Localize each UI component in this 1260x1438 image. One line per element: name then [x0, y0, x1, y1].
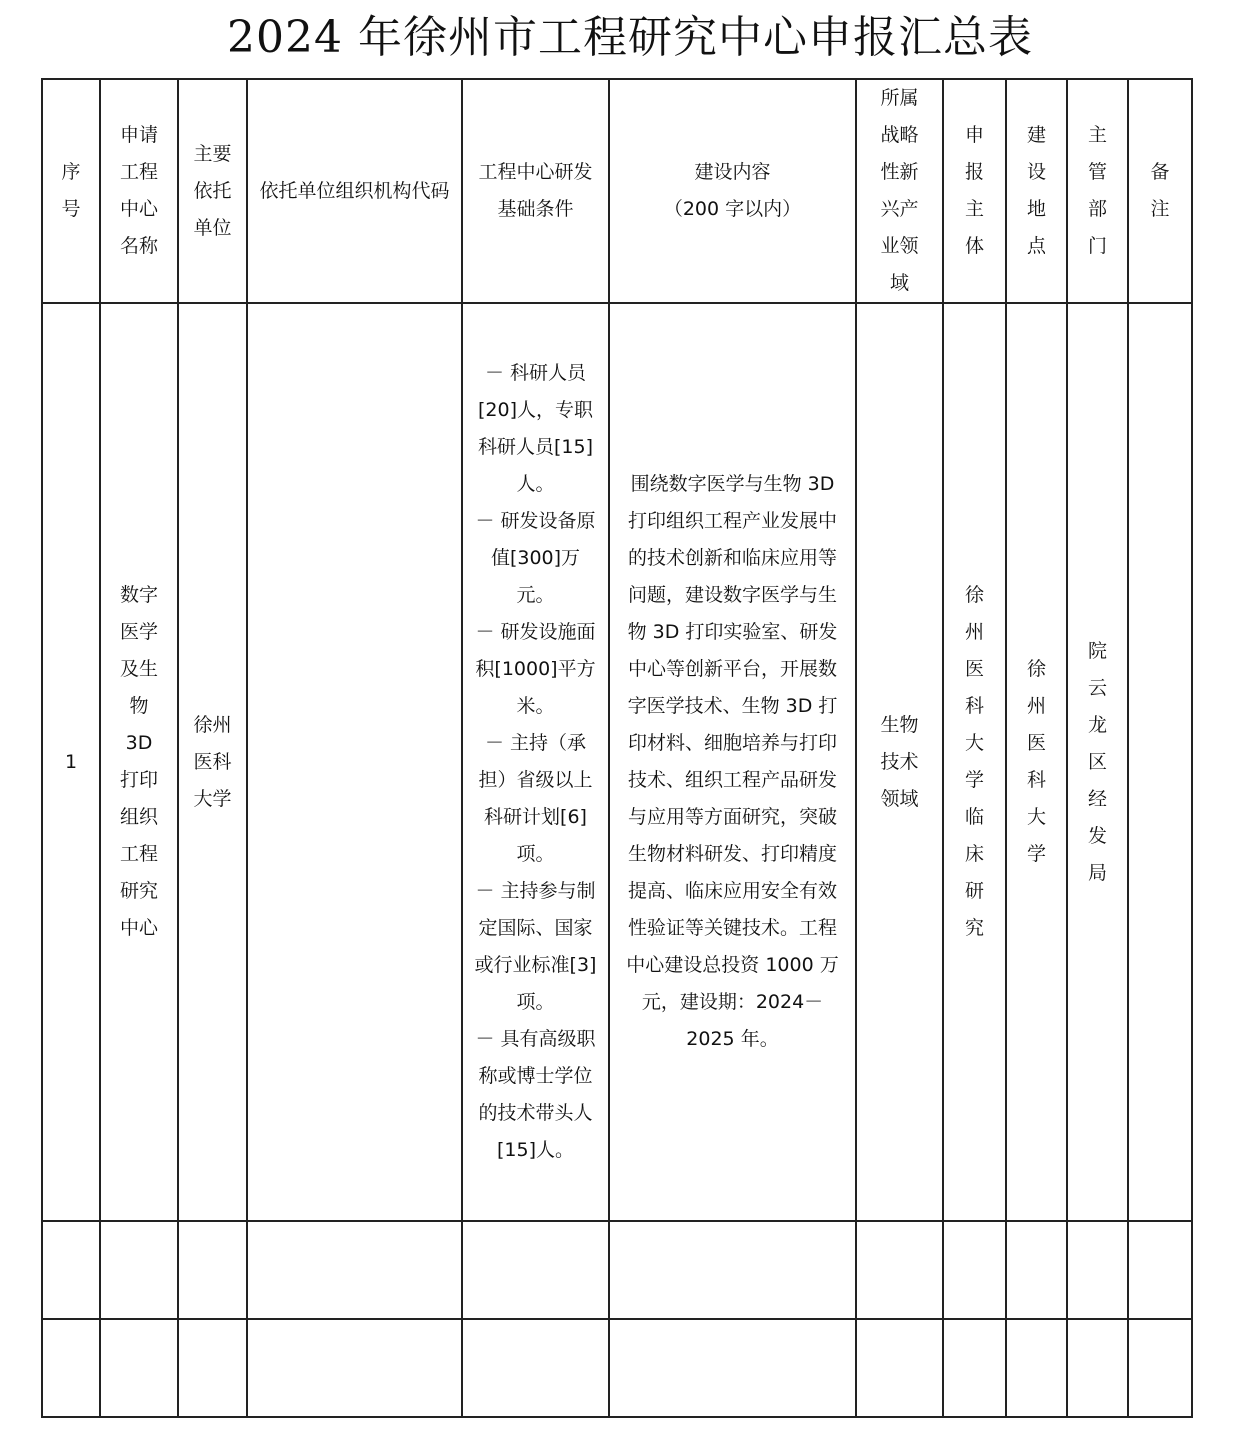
cell-org-code	[247, 303, 462, 1221]
summary-table	[41, 78, 1193, 1418]
header-dept: 主管部门	[1087, 124, 1107, 257]
header-cell-center-name	[100, 79, 178, 303]
list-item: － 主持参与制定国际、国家或行业标准[3]项。	[474, 880, 597, 1013]
cell-subject	[943, 303, 1006, 1221]
cell-seq	[42, 303, 100, 1221]
header-field: 所属战略性新兴产业领域	[880, 87, 919, 294]
header-cell-content	[609, 79, 856, 303]
header-cell-note	[1128, 79, 1192, 303]
page-title: 2024 年徐州市工程研究中心申报汇总表	[227, 12, 1033, 63]
row-subject: 徐州医科大学临床研究	[964, 584, 984, 939]
header-note: 备注	[1150, 161, 1170, 220]
rd-base-list	[474, 355, 598, 1169]
cell-center-name	[100, 303, 178, 1221]
header-seq: 序号	[61, 161, 81, 220]
header-cell-org-code	[247, 79, 462, 303]
cell-content	[609, 303, 856, 1221]
cell-dept	[1067, 303, 1128, 1221]
header-cell-rd-base	[462, 79, 609, 303]
header-rd-base: 工程中心研发基础条件	[478, 161, 593, 220]
row-seq: 1	[64, 750, 78, 773]
list-item: － 研发设施面积[1000]平方米。	[475, 621, 596, 717]
header-org-code: 依托单位组织机构代码	[259, 179, 450, 202]
cell-rd-base	[462, 303, 609, 1221]
header-location: 建设地点	[1026, 124, 1046, 257]
row-location: 徐州医科大学	[1026, 658, 1046, 865]
list-item: － 研发设备原值[300]万元。	[475, 510, 596, 606]
header-cell-dept	[1067, 79, 1128, 303]
header-cell-field	[856, 79, 943, 303]
row-content: 围绕数字医学与生物 3D 打印组织工程产业发展中的技术创新和临床应用等问题，建设数字医学与生物 3D 打印实验室、研发中心等创新平台，开展数字医学技术、生物 3D 打印材料、细胞培养与打印技术、组织工程产品研发与应用等方面研究，突破生物材料研发、打印精度提高、临床应用安全有效性验证等关键技术。工程中心建设总投资 1000 万元，建设期：2024－2025 年。	[626, 473, 839, 1050]
row-center-name: 数字医学及生物 3D 打印组织工程研究中心	[119, 584, 158, 939]
header-subject: 申报主体	[964, 124, 984, 257]
header-row	[42, 79, 1192, 303]
header-cell-subject	[943, 79, 1006, 303]
header-cell-main-unit	[178, 79, 247, 303]
cell-main-unit	[178, 303, 247, 1221]
header-cell-seq	[42, 79, 100, 303]
header-content-title: 建设内容	[694, 161, 771, 183]
list-item: － 主持（承担）省级以上科研计划[6]项。	[478, 732, 593, 865]
row-field: 生物技术领域	[880, 713, 919, 810]
header-cell-location	[1006, 79, 1067, 303]
table-row	[42, 303, 1192, 1221]
cell-note	[1128, 303, 1192, 1221]
empty-row	[42, 1319, 1192, 1417]
empty-row	[42, 1221, 1192, 1319]
list-item: － 科研人员[20]人，专职科研人员[15]人。	[477, 362, 593, 495]
row-dept: 院云龙区经发局	[1087, 639, 1107, 884]
header-center-name: 申请工程中心名称	[119, 124, 158, 257]
header-content-note: （200 字以内）	[663, 198, 802, 220]
cell-field	[856, 303, 943, 1221]
list-item: － 具有高级职称或博士学位的技术带头人[15]人。	[475, 1028, 596, 1161]
header-main-unit: 主要依托单位	[193, 142, 232, 239]
cell-location	[1006, 303, 1067, 1221]
row-main-unit: 徐州医科大学	[193, 713, 232, 810]
